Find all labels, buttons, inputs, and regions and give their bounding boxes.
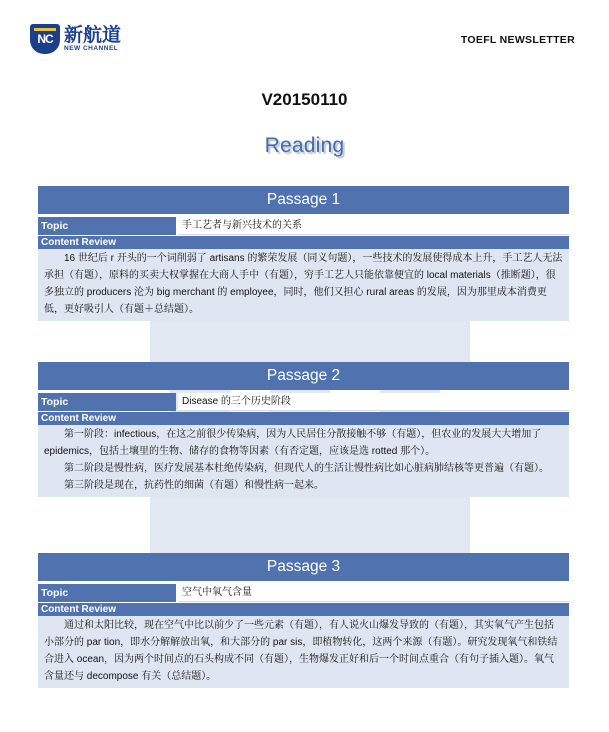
topic-value: 空气中氧气含量 — [178, 584, 569, 602]
topic-value: Disease 的三个历史阶段 — [178, 393, 569, 411]
passage-2 — [38, 362, 569, 497]
passage-title: Passage 3 — [38, 553, 569, 581]
document-code: V20150110 — [261, 90, 348, 109]
content-review-label: Content Review — [38, 412, 569, 425]
section-title: Reading — [264, 134, 345, 157]
topic-label: Topic — [38, 217, 176, 235]
passage-3 — [38, 553, 569, 688]
logo-emblem-icon — [30, 24, 60, 54]
topic-value: 手工艺者与新兴技术的关系 — [178, 217, 569, 235]
topic-row — [38, 393, 569, 411]
newsletter-title: TOEFL NEWSLETTER — [460, 34, 575, 46]
topic-label: Topic — [38, 584, 176, 602]
page-header — [30, 24, 575, 60]
logo-chinese-name: 新航道 — [64, 23, 122, 46]
paragraph: 第一阶段：infectious，在这之前很少传染病，因为人民居住分散接触不够（有题），但农业的发展大大增加了 epidemics，包括土壤里的生物、储存的食物等因素（有否定题，应该是选 rotted 那个）。 — [44, 429, 542, 457]
paragraph: 第二阶段是慢性病，医疗发展基本杜绝传染病，但现代人的生活让慢性病比如心脏病肺结核等更普遍（有题）。 — [64, 463, 549, 474]
passage-1 — [38, 186, 569, 321]
paragraph: 16 世纪后 r 开头的一个词削弱了 artisans 的繁荣发展（同义句题），一些技术的发展使得成本上升，手工艺人无法承担（有题），原料的买卖大权掌握在大商人手中（有题），穷手工艺人只能依靠便宜的 local materials（推断题），很多独立的 producers 沦为 big merchant 的 employee，同时，他们又担心 rural areas 的发展，因为那里成本消费更低，更好吸引人（有题＋总结题）。 — [44, 253, 563, 315]
content-review-body — [38, 616, 569, 688]
topic-label: Topic — [38, 393, 176, 411]
content-review-label: Content Review — [38, 236, 569, 249]
logo-mark-text: NC — [37, 32, 53, 46]
topic-row — [38, 217, 569, 235]
paragraph: 通过和太阳比较，现在空气中比以前少了一些元素（有题），有人说火山爆发导致的（有题），其实氧气产生包括小部分的 par tion，即水分解解放出氧，和大部分的 par sis，即植物转化，这两个来源（有题）。研究发现氧气和铁结合进入 ocean，因为两个时间点的石头构成不同（有题），生物爆发正好和后一个时间点重合（有句子插入题）。氧气含量还与 decompose 有关（总结题）。 — [44, 620, 558, 682]
logo-english-name: NEW CHANNEL — [64, 44, 119, 52]
topic-row — [38, 584, 569, 602]
paragraph: 第三阶段是现在，抗药性的细菌（有题）和慢性病一起来。 — [64, 480, 324, 491]
content-review-body — [38, 425, 569, 497]
content-review-label: Content Review — [38, 603, 569, 616]
passage-title: Passage 1 — [38, 186, 569, 214]
passage-title: Passage 2 — [38, 362, 569, 390]
brand-logo — [30, 24, 121, 54]
content-review-body — [38, 249, 569, 321]
